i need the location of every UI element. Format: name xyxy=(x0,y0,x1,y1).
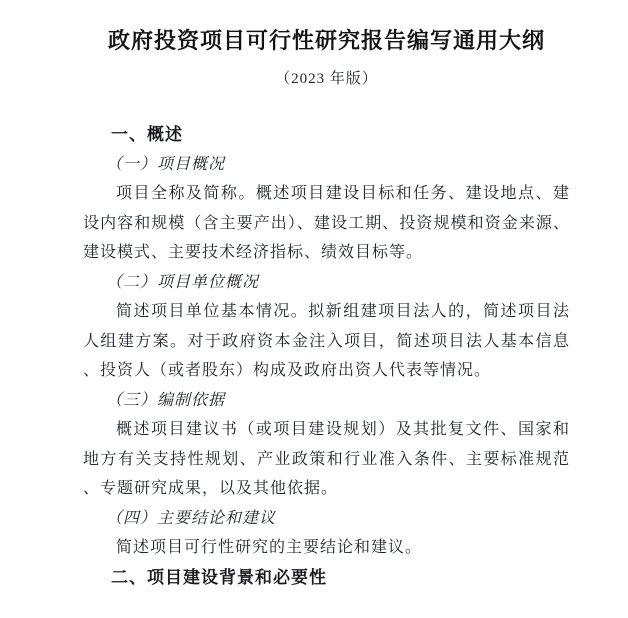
section-heading-1: 一、概述 xyxy=(111,125,183,144)
document-subtitle: （2023 年版） xyxy=(275,71,378,87)
subsection-heading-1-3: （三）编制依据 xyxy=(106,391,226,409)
subsection-heading-1-4: （四）主要结论和建议 xyxy=(106,509,277,527)
document-title: 政府投资项目可行性研究报告编写通用大纲 xyxy=(107,28,545,53)
body-paragraph-1-1: 项目全称及简称。概述项目建设目标和任务、建设地点、建设内容和规模（含主要产出）、建设工期、投资规模和资金来源、建设模式、主要技术经济指标、绩效目标等。 xyxy=(83,185,570,261)
document-body xyxy=(83,120,570,592)
body-paragraph-1-3: 概述项目建议书（或项目建设规划）及其批复文件、国家和地方有关支持性规划、产业政策和行业准入条件、主要标准规范、专题研究成果，以及其他依据。 xyxy=(83,421,570,497)
document-page xyxy=(0,26,628,618)
subsection-heading-1-1: （一）项目概况 xyxy=(106,155,226,173)
body-paragraph-1-4: 简述项目可行性研究的主要结论和建议。 xyxy=(116,539,423,556)
subsection-heading-1-2: （二）项目单位概况 xyxy=(106,273,260,291)
body-paragraph-1-2: 简述项目单位基本情况。拟新组建项目法人的，简述项目法人组建方案。对于政府资本金注入项目，简述项目法人基本信息、投资人（或者股东）构成及政府出资人代表等情况。 xyxy=(83,303,570,379)
section-heading-2: 二、项目建设背景和必要性 xyxy=(111,567,327,587)
